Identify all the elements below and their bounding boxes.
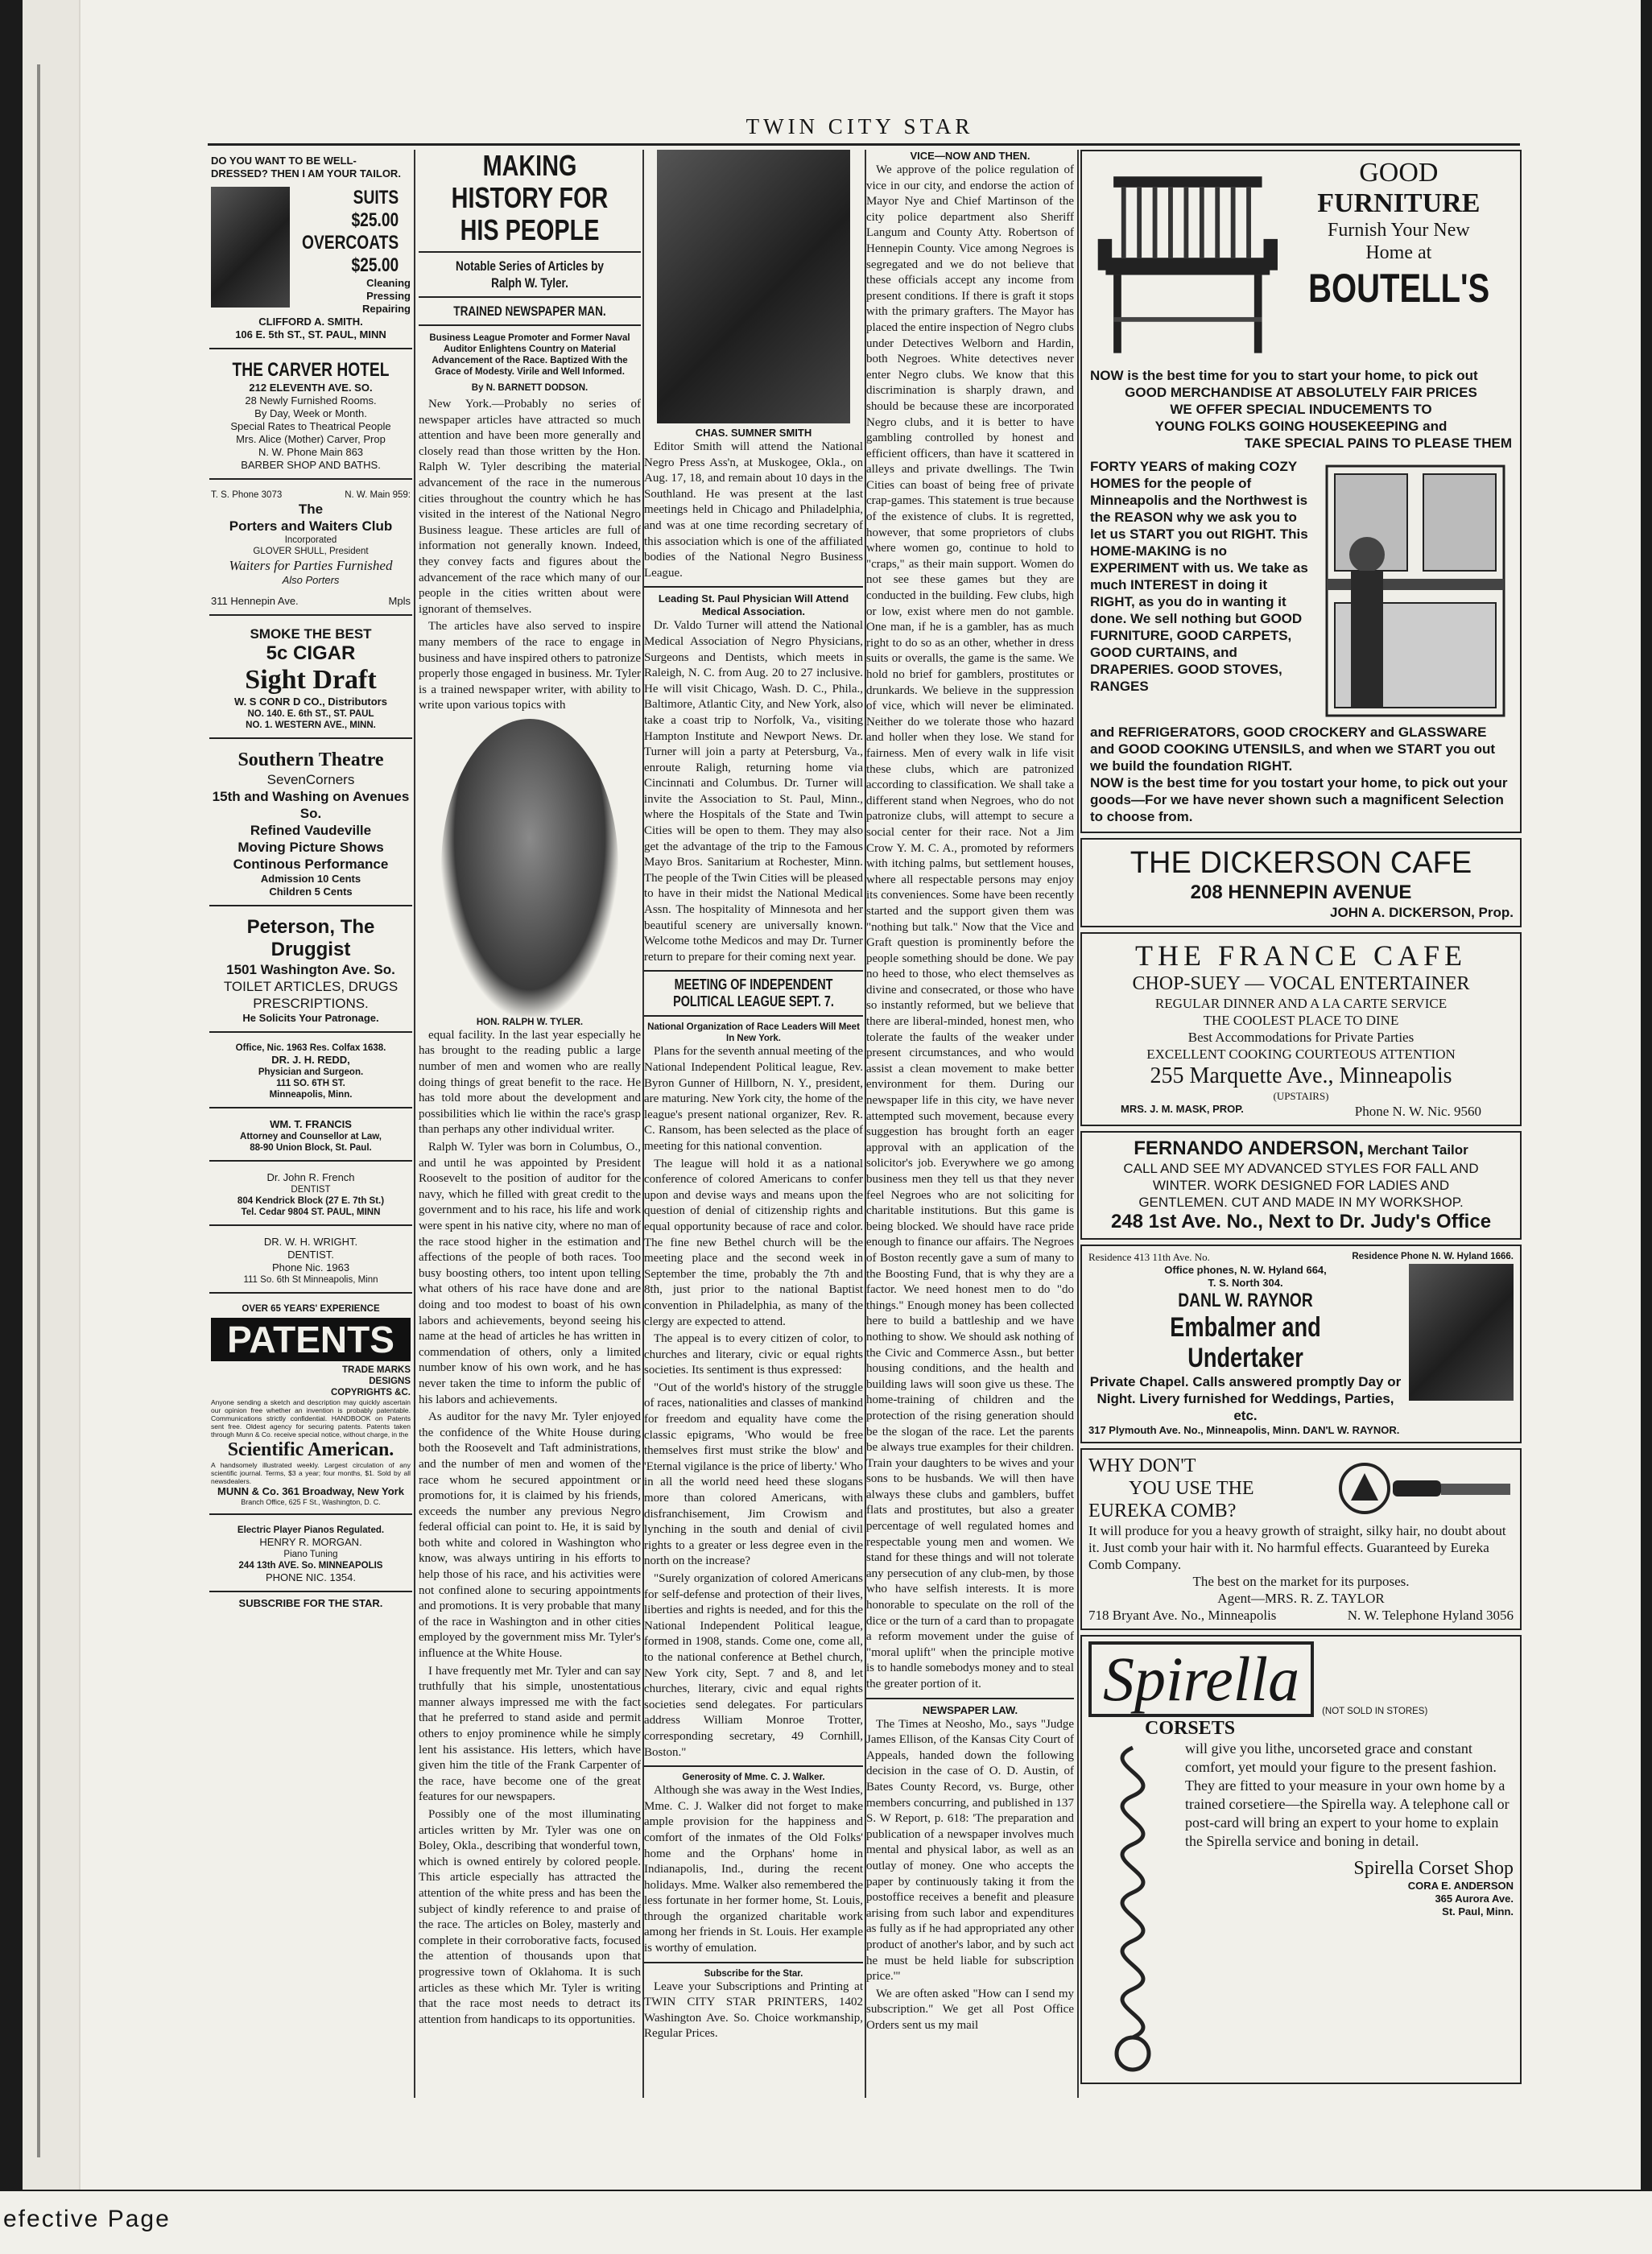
furniture-word: FURNITURE — [1317, 188, 1481, 218]
spirella-logo: Spirella — [1088, 1641, 1314, 1717]
spirella-body: will give you lithe, uncorseted grace and constant comfort, yet mould your figure to the present fashion. They are fitted to your measure in your own home by a trained corsetiere—the Spirella way. A telephone call or post-card will bring an expert to your home to explain the Spirella service and boning in detail. — [1185, 1740, 1510, 1849]
druggist-ad — [209, 911, 412, 1033]
cigar-line: 5c CIGAR — [266, 642, 356, 664]
spirella-corsets: CORSETS — [1145, 1718, 1236, 1739]
redd-name: DR. J. H. REDD, — [271, 1054, 350, 1066]
article-paragraph: We are often asked "How can I send my subscription." We get all Post Office Orders sent us my mail — [866, 1987, 1074, 2032]
page-margin — [23, 0, 81, 2190]
patents-fineprint: Anyone sending a sketch and description may quickly ascertain our opinion free whether an invention is probably patentable. Communications strictly confidential. HANDBOOK on Patents sent free. Oldest agency for securing patents. Patents taken through Munn & Co. receive special notice, without charge, in the — [211, 1398, 411, 1439]
southern-theatre-ad — [209, 744, 412, 906]
cigar-address: NO. 140. E. 6th ST., ST. PAUL — [247, 709, 374, 719]
club-phone: N. W. Main 959: — [345, 490, 411, 500]
club-slogan: Waiters for Parties Furnished — [229, 558, 393, 573]
patents-designs: DESIGNS — [369, 1377, 411, 1386]
france-phone: Phone N. W. Nic. 9560 — [1354, 1104, 1481, 1119]
wright-title: DENTIST. — [287, 1249, 334, 1261]
comb-agent: Agent—MRS. R. Z. TAYLOR — [1217, 1591, 1385, 1606]
dr-french-card — [209, 1166, 412, 1226]
raynor-address: 317 Plymouth Ave. No., Minneapolis, Minn. DAN'L W. RAYNOR. — [1088, 1424, 1400, 1436]
article-paragraph: New York.—Probably no series of newspaper articles have attracted so much attention and have been more generally and closely read than those written by the Hon. Ralph W. Tyler describing the material advancement of the race in the numerous cities throughout the country which he has visited in the interest of the National Negro Business league. These articles are full of information not generally known. Indeed, they convey facts and figures about the advancement of the race which many of our people in the cities written about were ignorant of themselves. — [419, 398, 641, 616]
redd-title: Physician and Surgeon. — [258, 1067, 364, 1077]
dickerson-cafe-ad — [1080, 838, 1522, 927]
patents-experience: OVER 65 YEARS' EXPERIENCE — [242, 1304, 380, 1314]
tyler-subhead: Notable Series of Articles by Ralph W. Tyler. — [456, 258, 604, 291]
tailor-headline: DO YOU WANT TO BE WELL-DRESSED? THEN I AM YOUR TAILOR. — [211, 155, 401, 180]
service-pressing: Pressing — [366, 290, 411, 302]
raynor-name: DANL W. RAYNOR — [1178, 1290, 1313, 1311]
theatre-line: Admission 10 Cents — [260, 873, 361, 885]
fernando-tailor-ad — [1080, 1131, 1522, 1240]
article-paragraph: As auditor for the navy Mr. Tyler enjoyed the confidence of the White House during both the Roosevelt and Taft administrations, and the number of men and women of the race whom he secured appointment or promotions for, it is claimed by his friends, exceeds the number any previous Negro federal official can point to. He, it is said by both white and colored in Washington who know, was always untiring in his efforts to help those of his race, and his activities were not confined alone to securing appointments and promotions. It is very probable that many of the race in Washington and in other cities employed by the government miss Mr. Tyler's influence at the White House. — [419, 1410, 641, 1661]
redd-phones: Office, Nic. 1963 Res. Colfax 1638. — [235, 1043, 386, 1053]
furniture-tagline: Home at — [1365, 242, 1432, 263]
furniture-line: NOW is the best time for you to start your home, to pick out — [1090, 368, 1478, 383]
munn-co: MUNN & Co. 361 Broadway, New York — [217, 1485, 404, 1497]
club-city: Mpls — [388, 595, 411, 607]
article-paragraph: Plans for the seventh annual meeting of the National Independent Political league, Rev. Byron Gunner of Hillborn, N. Y., president, are maturing. New York city, the home of the league's present national organizer, Rev. R. C. Ransom, has been selected as the place of meeting for this national convention. — [644, 1045, 863, 1153]
hotel-line: N. W. Phone Main 863 — [258, 446, 364, 458]
comb-question: YOU USE THE — [1129, 1478, 1254, 1499]
column-rule — [414, 150, 415, 2098]
druggist-name: Peterson, The Druggist — [246, 916, 375, 960]
druggist-line: PRESCRIPTIONS. — [253, 996, 369, 1011]
munn-branch: Branch Office, 625 F St., Washington, D. C. — [241, 1498, 381, 1506]
france-line: EXCELLENT COOKING COURTEOUS ATTENTION — [1146, 1046, 1456, 1062]
club-address: 311 Hennepin Ave. — [211, 595, 299, 607]
article-paragraph: The league will hold it as a national conference of colored Americans to confer upon and devise ways and means upon the question of denial of citizenship rights and equal opportunity because of race and color. The fine new Bethel church will be the meeting place and the second week in September the time, probably the 7th and 8th, just prior to the national Baptist convention in Philadelphia, as many of the clergy are expected to attend. — [644, 1157, 863, 1328]
spirella-city: St. Paul, Minn. — [1442, 1905, 1514, 1918]
theatre-line: Children 5 Cents — [269, 886, 353, 898]
theatre-line: Refined Vaudeville — [250, 823, 372, 838]
turner-headline: Leading St. Paul Physician Will Attend Medical Association. — [658, 592, 849, 618]
furniture-line: TAKE SPECIAL PAINS TO PLEASE THEM — [1244, 436, 1512, 451]
masthead-rule — [208, 143, 1520, 146]
porters-club-ad — [209, 485, 412, 616]
france-name: THE FRANCE CAFE — [1134, 939, 1468, 972]
raynor-title: Embalmer and Undertaker — [1170, 1312, 1321, 1373]
tyler-headline: MAKING HISTORY FOR HIS PEOPLE — [451, 150, 609, 246]
article-paragraph: Dr. Valdo Turner will attend the National Medical Association of Negro Physicians, Surgeons and Dentists, which meets in Raleigh, N. C. from Aug. 20 to 27 inclusive. He will visit Chicago, Wash. D. C., Phila., Baltimore, Atlantic City, and New York, also take a coast trip to Norfolk, Va., visiting Hampton Institute and Newport News. Dr. Turner will join a party at Petersburg, Va., enroute Raligh, returning home via Cincinnati and Columbus. Dr. Turner will invite the Association to St. Paul, Minn., where the Hospitals of the State and Twin Cities will be open to them. They may also get the advantage of the trip to the Famous Mayo Bros. Sanitarium at Rochester, Minn. The people of the Twin Cities will be pleased to have in their midst the National Medical Assn. The hospitality of Minnesota and her beautiful scenery are universally known. Welcome tothe Medicos and may Dr. Turner return to prepare for their coming next year. — [644, 619, 863, 964]
comb-phone: N. W. Telephone Hyland 3056 — [1347, 1608, 1514, 1623]
hotel-line: By Day, Week or Month. — [254, 407, 367, 419]
article-paragraph: "Surely organization of colored Americans for self-defense and protection of their lives, liberties and rights is needed, and for this the National Independent Political league, formed in 1908, stands. Come one, come all, to the national conference at Bethel church, New York city, Sept. 7 and 8, and let churches, literary, civic and equal rights societies send delegates. For particulars address William Monroe Trotter, corresponding secretary, 49 Cornhill, Boston." — [644, 1572, 863, 1759]
francis-address: 88-90 Union Block, St. Paul. — [250, 1143, 372, 1153]
dickerson-name: THE DICKERSON CAFE — [1130, 846, 1472, 880]
furniture-tagline: Furnish Your New — [1327, 220, 1470, 241]
cigar-ad — [209, 621, 412, 739]
dr-redd-card — [209, 1038, 412, 1108]
article-paragraph: Ralph W. Tyler was born in Columbus, O., and until he was appointed by President Roosevelt to the position of auditor for the navy, which he filled with great credit to the government and to his race, his life and work were spent in his native city, where no man of the race stood higher in the estimation and affections of the people of both races. Too busy boosting others, too intent upon telling what others of his race have done and are doing and too modest to boast of his own labors and achievements, beyond seeing his name at the head of articles he has written in commendation of others, only a limited number know of his own work, and he has never taken the time to inform the public of his labors and achievements. — [419, 1141, 641, 1406]
theatre-name: Southern Theatre — [237, 749, 384, 770]
furniture-body: and REFRIGERATORS, GOOD CROCKERY and GLASSWARE and GOOD COOKING UTENSILS, and when we START you out we build the foundation RIGHT. — [1090, 724, 1496, 774]
kitchen-cabinet-illustration — [1319, 458, 1512, 724]
spirella-address: 365 Aurora Ave. — [1435, 1893, 1514, 1905]
subscribe-line: SUBSCRIBE FOR THE STAR. — [238, 1597, 383, 1609]
tailor-ad — [209, 150, 412, 349]
subscribe-headline: Subscribe for the Star. — [704, 1968, 803, 1979]
patents-ad — [209, 1298, 412, 1515]
tailor-name: CLIFFORD A. SMITH. — [258, 316, 363, 328]
article-paragraph: equal facility. In the last year especially he has brought to the reading public a large number of men and women who are really doing things of great benefit to the race. He has told more about the development and possibilities which lie within the race's grasp than perhaps any other individual writer. — [419, 1028, 641, 1137]
league-deck: National Organization of Race Leaders Will Meet In New York. — [647, 1022, 860, 1044]
raynor-office: T. S. North 304. — [1208, 1277, 1283, 1289]
news-column-center — [644, 150, 863, 2098]
article-paragraph: "Out of the world's history of the struggle of races, nationalities and classes of mankind for freedom and equality have come the classic epigrams, 'Who would be free themselves first must strike the blow' and 'Eternal vigilance is the price of liberty.' Who in all the world need heed these slogans more than colored Americans, with disfranchisement, Jim Crowism and lynching in the south and denial of civil rights to a greater or less degree even in the north on the increase? — [644, 1381, 863, 1568]
article-paragraph: We approve of the police regulation of vice in our city, and endorse the action of Mayor Nye and Chief Martinson of the city police department also Sheriff Langum and County Atty. Robertson of Hennepin County. Vice among Negroes is segregated and we do not believe that these officials accept any income from present conditions. If there is graft it stops with the primary grafters. The Mayor has placed the entire inspection of Negro clubs under Detectives Welborn and Hardin, both Negroes. White detectives never enter Negro clubs. We know that this discrimination is sharply drawn, and should be because these are incorporated Negro clubs, and it is better to have gambling controlled by honest and efficient officers, than have it scattered in alleys and private dwellings. The Twin Cities can boast of being free of private crap-games. This statement is true because of the existence of clubs. It is regretted, however, that some proprietors of clubs where women go, continue to hold to "craps," as their main support. Women do not see these games but they are conducted in the building. Few clubs, high or low, exist where men do not gamble. One man, if he is a gambler, has as much right to do so as an other, whether in dress suits or overalls, the game is the same. We hold no brief for gamblers, prostitutes or drunkards. We believe in the suppression of vice, which will never be eliminated. Neither do we tolerate those who hazard and holler when they lose. We stand for fairness. Men of every walk in life visit these clubs, which are patronized according to classification. We shall take a different stand when Negroes, who do not patronize clubs, will attempt to secure a social center for their race. Not a Jim Crow Y. M. C. A., promoted by reformers with itching palms, but settlement houses, where all respectable persons may enjoy its conveniences. Some have been recently started and the support given them was "nothing but talk." Now that the Vice and Graft question is prominently before the people something should be done. We pay no heed to those, who elect themselves as divine and consecrated, or those who have so instantly reformed, but we believe that there are liberal-minded, honest men, who tolerate the faults of the weaker under present circumstances, and who would assist a clean movement to make better environment for them. During our newspaper life in this city, we have never attempted such movement, because every suggestion has brought forth an eager approval with an application of the solicitor's job. Everywhere we go among business men they tell us that they never feel Negroes who are not soliciting for charitable institutions. But this game is being blocked. We should have race pride enough to finance our affairs. The Negroes of Boston recently gave a sum of many to the Boosting Fund, that is why they are a factor. We need honest men to do "do things." Enough money has been collected here to build a battleship and we have nothing to show. We should ask nothing of the Civic and Commerce Assn., but better housing conditions, and the health and building laws will soon give us these. The home-training of children and the protection of the rising generation should be the slogan of the race. Let the parents be always true examples for their children. Train your daughters to be wives and your sons to be husbands. We will then have always these clubs and gamblers, buffet flats and prostitutes, but also a greater percentage of well regulated homes and respectable young men and women. We stand for these things and will not tolerate any persecution of any club-men, by those who have selfish interests. It is more honorable to speculate on the roll of the dice or the turn of a card than to propagate a reform movement under the guise of "moral uplift" when the principle motive is to handle somebodys money and to steal the greater portion of it. — [866, 163, 1074, 1690]
hotel-line: 28 Newly Furnished Rooms. — [245, 394, 377, 407]
editorial-column — [866, 150, 1074, 2098]
furniture-line: WE OFFER SPECIAL INDUCEMENTS TO — [1170, 402, 1432, 417]
patents-copyrights: COPYRIGHTS &C. — [330, 1388, 411, 1397]
france-cafe-ad — [1080, 932, 1522, 1126]
newspaper-page — [23, 0, 1641, 2190]
wright-address: 111 So. 6th St Minneapolis, Minn — [243, 1275, 378, 1285]
club-also: Also Porters — [282, 574, 340, 586]
redd-city: Minneapolis, Minn. — [269, 1090, 353, 1100]
hotel-line: Special Rates to Theatrical People — [230, 420, 391, 432]
piano-line: Electric Player Pianos Regulated. — [237, 1525, 385, 1535]
fernando-trade: Merchant Tailor — [1367, 1142, 1468, 1158]
article-paragraph: Possibly one of the most illuminating articles written by Mr. Tyler was one on Boley, Okla., describing that wonderful town, which is owned entirely by colored people. This article especially has attracted the attention of the white press and has been the subject of kindly reference to and praise of the race. The articles on Boley, masterly and complete in their corroborative facts, focused the attention of thousands upon that progressive town of Oklahoma. It is such articles as these which Mr. Tyler is writing that the race most needs to detract its attention from handicaps to its opportunities. — [419, 1807, 641, 2026]
tailor-portrait — [211, 187, 290, 308]
french-tel: Tel. Cedar 9804 ST. PAUL, MINN — [241, 1208, 381, 1217]
comb-emblem-icon — [1336, 1460, 1393, 1517]
france-line: THE COOLEST PLACE TO DINE — [1203, 1013, 1399, 1028]
club-president: GLOVER SHULL, President — [253, 547, 369, 556]
dickerson-address: 208 HENNEPIN AVENUE — [1190, 881, 1412, 903]
tyler-deck: Business League Promoter and Former Naval Auditor Enlightens Country on Material Advancement of the Race. Baptized With the Grace of Modesty. Virile and Well Informed. — [429, 333, 630, 377]
wright-name: DR. W. H. WRIGHT. — [263, 1236, 358, 1248]
piano-line: Piano Tuning — [283, 1550, 338, 1559]
article-paragraph: Leave your Subscriptions and Printing at TWIN CITY STAR PRINTERS, 1402 Washington Ave. So. Choice workmanship, Regular Prices. — [644, 1979, 863, 2041]
redd-address: 111 SO. 6TH ST. — [276, 1079, 345, 1088]
defective-page-label: efective Page — [3, 2206, 171, 2232]
smith-photo-caption: CHAS. SUMNER SMITH — [695, 427, 812, 439]
druggist-line: He Solicits Your Patronage. — [242, 1012, 379, 1024]
footer-strip — [0, 2191, 1652, 2254]
scientific-american: Scientific American. — [227, 1439, 394, 1460]
ads-column-right — [1080, 150, 1522, 2098]
furniture-line: YOUNG FOLKS GOING HOUSEKEEPING and — [1154, 419, 1448, 434]
patents-banner: PATENTS — [211, 1318, 411, 1361]
piano-address: 244 13th AVE. So. MINNEAPOLIS — [238, 1561, 383, 1571]
service-repairing: Repairing — [362, 303, 411, 315]
spirella-not-sold: (NOT SOLD IN STORES) — [1322, 1707, 1428, 1716]
overcoats-label: OVERCOATS — [301, 232, 399, 254]
boutells-name: BOUTELL'S — [1307, 266, 1489, 311]
boutells-furniture-ad — [1080, 150, 1522, 833]
column-rule — [1077, 150, 1079, 2098]
theatre-line: 15th and Washing on Avenues So. — [212, 789, 410, 821]
club-name: Porters and Waiters Club — [229, 518, 393, 534]
fernando-name: FERNANDO ANDERSON, — [1134, 1137, 1364, 1159]
tyler-portrait — [441, 719, 618, 1017]
raynor-residence: Residence 413 11th Ave. No. — [1088, 1251, 1210, 1263]
tailor-address: 106 E. 5th ST., ST. PAUL, MINN — [235, 328, 386, 341]
article-paragraph: The Times at Neosho, Mo., says "Judge James Ellison, of the Kansas City Court of Appeals, handed down the following decision in the case of O. D. Austin, of Bates County Record, vs. Burge, other members concurring, and published in 137 S. W Report, p. 618: 'The preparation and publication of a newspaper involves much mental and physical labor, as well as an outlay of money. One who accepts the paper by continuously taking it from the postoffice receives a benefit and pleasure arising from such labor and expenditures as fully as if he had appropriated any other product of another's labor, and by such act he must be held liable for subscription price.'" — [866, 1717, 1074, 1984]
francis-card — [209, 1113, 412, 1162]
cigar-address: NO. 1. WESTERN AVE., MINN. — [246, 720, 376, 730]
club-phone: T. S. Phone 3073 — [211, 490, 283, 500]
tyler-article-column — [419, 150, 641, 2098]
service-cleaning: Cleaning — [366, 277, 411, 289]
comb-body: It will produce for you a heavy growth of straight, silky hair, no doubt about it. Just comb your hair with it. No harmful effects. Guaranteed by Eureka Comb Company. — [1088, 1523, 1506, 1572]
cigar-line: SMOKE THE BEST — [250, 626, 372, 642]
tyler-photo-caption: HON. RALPH W. TYLER. — [476, 1017, 584, 1027]
ads-column-left — [209, 150, 412, 2098]
france-line: CHOP-SUEY — VOCAL ENTERTAINER — [1132, 973, 1470, 994]
piano-ad — [209, 1520, 412, 1592]
hotel-title: THE CARVER HOTEL — [232, 359, 390, 381]
spring-coil-illustration — [1088, 1740, 1177, 2078]
article-paragraph: Although she was away in the West Indies, Mme. C. J. Walker did not forget to make ample provision for the happiness and comfort of the inmates of the Old Folks' home and the Orphans' home in Indianapolis, Ind., during the recent holidays. Mme. Walker also remembered the less fortunate in her former home, St. Louis, through the organized charitable work among her friends in St. Louis. Her example is worthy of emulation. — [644, 1784, 863, 1955]
bench-illustration — [1090, 158, 1286, 367]
furniture-body: NOW is the best time for you tostart your home, to pick out your goods—For we have never shown such a magnificent Selection to choose from. — [1090, 775, 1508, 824]
fernando-body: CALL AND SEE MY ADVANCED STYLES FOR FALL AND WINTER. WORK DESIGNED FOR LADIES AND GENTLEMEN. CUT AND MADE IN MY WORKSHOP. — [1123, 1161, 1479, 1210]
french-title: DENTIST — [291, 1185, 331, 1195]
comb-question: EUREKA COMB? — [1088, 1501, 1237, 1521]
furniture-body: FORTY YEARS of making COZY HOMES for the people of Minneapolis and the Northwest is the REASON why we ask you to let us START you out RIGHT. This HOME-MAKING is no EXPERIMENT with us. We take as much INTEREST in doing it RIGHT, as you do in wanting it done. We sell nothing but GOOD FURNITURE, GOOD CARPETS, GOOD CURTAINS, and DRAPERIES. GOOD STOVES, RANGES — [1090, 459, 1308, 694]
suits-label: SUITS — [353, 187, 399, 208]
theatre-line: SevenCorners — [266, 772, 355, 787]
france-line: REGULAR DINNER AND A LA CARTE SERVICE — [1154, 996, 1448, 1011]
dr-wright-card — [209, 1231, 412, 1294]
theatre-line: Moving Picture Shows — [237, 840, 384, 855]
france-prop: MRS. J. M. MASK, PROP. — [1121, 1103, 1244, 1115]
raynor-undertaker-ad — [1080, 1245, 1522, 1443]
comb-address: 718 Bryant Ave. No., Minneapolis — [1088, 1608, 1277, 1623]
spirella-shop: Spirella Corset Shop — [1353, 1858, 1514, 1879]
smith-portrait — [657, 150, 850, 423]
club-the: The — [298, 502, 324, 517]
raynor-body: Private Chapel. Calls answered promptly Day or Night. Livery furnished for Weddings, Parties, etc. — [1089, 1374, 1402, 1423]
comb-icon — [1393, 1472, 1514, 1505]
dickerson-prop: JOHN A. DICKERSON, Prop. — [1330, 905, 1514, 920]
suits-price: $25.00 — [351, 209, 399, 231]
france-upstairs: (UPSTAIRS) — [1273, 1090, 1329, 1102]
article-paragraph: I have frequently met Mr. Tyler and can say truthfully that his simple, unostentatious manner always impressed me with the fact that he preferred to stand aside and permit others to enjoy prominence while he simply lent his assistance. His letters, which have given him the title of the Frank Carpenter of the race, have become one of the great features for our newspapers. — [419, 1664, 641, 1804]
french-name: Dr. John R. French — [266, 1171, 355, 1183]
theatre-line: Continous Performance — [233, 857, 389, 872]
druggist-line: TOILET ARTICLES, DRUGS — [223, 979, 399, 994]
france-address: 255 Marquette Ave., Minneapolis — [1150, 1063, 1452, 1088]
raynor-office: Office phones, N. W. Hyland 664, — [1164, 1264, 1327, 1276]
comb-question: WHY DON'T — [1088, 1455, 1196, 1476]
league-headline: MEETING OF INDEPENDENT POLITICAL LEAGUE SEPT. 7. — [673, 976, 834, 1010]
carver-hotel-ad — [209, 354, 412, 480]
cigar-distributor: W. S CONR D CO., Distributors — [234, 696, 387, 708]
tyler-byline: By N. BARNETT DODSON. — [471, 383, 589, 393]
overcoats-price: $25.00 — [351, 254, 399, 276]
piano-name: HENRY R. MORGAN. — [259, 1536, 362, 1548]
francis-name: WM. T. FRANCIS — [270, 1118, 352, 1130]
druggist-address: 1501 Washington Ave. So. — [226, 962, 395, 977]
spirella-agent: CORA E. ANDERSON — [1407, 1880, 1514, 1892]
masthead: TWIN CITY STAR — [745, 114, 974, 138]
hotel-line: Mrs. Alice (Mother) Carver, Prop — [236, 433, 386, 445]
raynor-res-phone: Residence Phone N. W. Hyland 1666. — [1352, 1252, 1514, 1261]
article-paragraph: Editor Smith will attend the National Negro Press Ass'n, at Muskogee, Okla., on Aug. 17, 18, and remain about 10 days in the Southland. He was present at the last meetings held in Chicago and Philadelphia, and was at one time recording secretary of this association which is one of the affiliated bodies of the National Negro Business League. — [644, 440, 863, 580]
hotel-address: 212 ELEVENTH AVE. SO. — [249, 382, 373, 394]
furniture-line: GOOD MERCHANDISE AT ABSOLUTELY FAIR PRICES — [1125, 385, 1477, 400]
newspaper-law-headline: NEWSPAPER LAW. — [922, 1703, 1018, 1716]
piano-phone: PHONE NIC. 1354. — [266, 1571, 356, 1583]
club-incorporated: Incorporated — [284, 535, 337, 545]
francis-title: Attorney and Counsellor at Law, — [240, 1132, 382, 1141]
furniture-good: GOOD — [1359, 158, 1439, 188]
tyler-subhead2: TRAINED NEWSPAPER MAN. — [453, 303, 606, 319]
article-paragraph: The articles have also served to inspire many members of the race to engage in business and have inspired others to patronize properly those engaged in business. Mr. Tyler is a trained newspaper writer, with ability to write upon various topics with — [419, 620, 641, 712]
comb-body: The best on the market for its purposes. — [1192, 1574, 1410, 1589]
eureka-comb-ad — [1080, 1448, 1522, 1630]
france-line: Best Accommodations for Private Parties — [1187, 1030, 1415, 1045]
hotel-line: BARBER SHOP AND BATHS. — [241, 459, 381, 471]
walker-headline: Generosity of Mme. C. J. Walker. — [682, 1773, 825, 1783]
cigar-brand: Sight Draft — [245, 665, 377, 695]
patents-trademarks: TRADE MARKS — [342, 1365, 411, 1375]
article-paragraph: The appeal is to every citizen of color, to churches and literary, civic or equal rights societies. Its sentiment is thus expressed: — [644, 1332, 863, 1377]
fernando-address: 248 1st Ave. No., Next to Dr. Judy's Office — [1110, 1211, 1492, 1232]
patents-fineprint: A handsomely illustrated weekly. Largest circulation of any scientific journal. Terms, $3 a year; four months, $1. Sold by all newsdealers. — [211, 1461, 411, 1485]
raynor-portrait — [1409, 1264, 1514, 1401]
torn-binding — [37, 64, 77, 2157]
wright-phone: Phone Nic. 1963 — [271, 1261, 350, 1274]
spirella-corsets-ad — [1080, 1635, 1522, 2084]
vice-headline: VICE—NOW AND THEN. — [910, 150, 1030, 162]
french-address: 804 Kendrick Block (27 E. 7th St.) — [237, 1196, 385, 1206]
